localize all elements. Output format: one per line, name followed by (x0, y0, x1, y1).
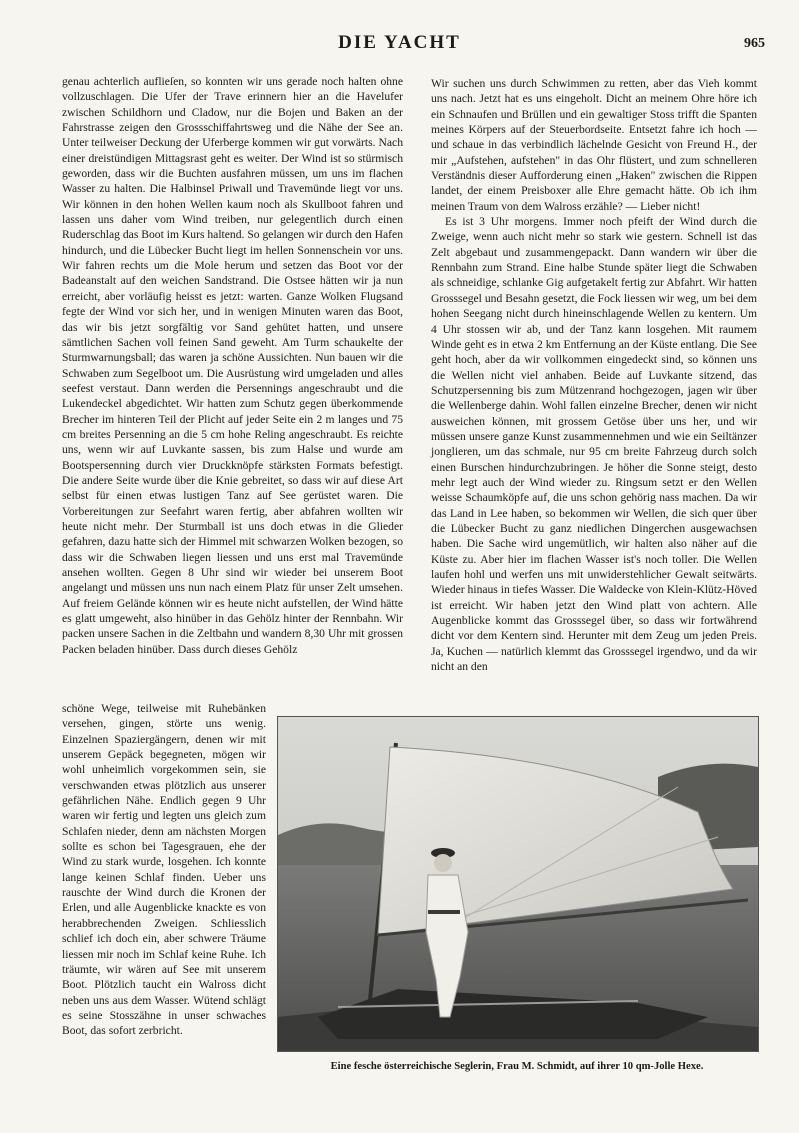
journal-title: DIE YACHT (338, 32, 461, 53)
sailboat-photo (277, 716, 759, 1052)
sailboat-photo-image (278, 717, 758, 1051)
figure-caption: Eine fesche österreichische Seglerin, Frau M. Schmidt, auf ihrer 10 qm-Jolle Hexe. (330, 1061, 704, 1072)
paragraph: schöne Wege, teilweise mit Ruhebänken versehen, gingen, störte uns wenig. Einzelnen Spaziergängern, denen wir mit unserem Gepäck begegneten, mögen wir wohl unheimlich vorgekommen sein, sie verschwanden etwas plötzlich aus unserer gefährlichen Nähe. Endlich gegen 9 Uhr waren wir fertig und legten uns gleich zum Schlafen nieder, denn am nächsten Morgen sollte es schon bei Tagesgrauen, ehe der Wind zu stark wurde, losgehen. Ich konnte lange keinen Schlaf finden. Ueber uns rauschte der Wind durch die Kronen der Erlen, und alle Augenblicke knackte es von herabbrechenden Zweigen. Schliesslich schlief ich doch ein, aber schwere Träume liessen mir noch im Schlaf keine Ruhe. Ich träumte, wir wären auf See mit unserem Boot. Plötzlich taucht ein Walross dicht neben uns aus dem Wasser. Wütend schlägt es seine Stosszähne in unser schwaches Boot, das sofort zerbricht. (62, 702, 266, 1038)
left-column-top (62, 74, 403, 657)
paragraph: Es ist 3 Uhr morgens. Immer noch pfeift der Wind durch die Zweige, wenn auch nicht mehr so stark wie gestern. Schnell ist das Zelt abgebaut und zusammengepackt. Dann wandern wir über die Rennbahn zum Strand. Eine halbe Stunde später liegt die Schwaben als schneidige, schlanke Gig aufgetakelt fertig zur Abfahrt. Wir hatten Grosssegel und Besahn gesetzt, die Fock liessen wir weg, um bei dem hohen Seegang nicht durch hineinschlagende Wellen zu kentern. Um 4 Uhr stossen wir ab, und der Tanz kann losgehen. Mit raumem Winde geht es in etwa 2 km Entfernung an der Küste entlang. Die See geht hoch, aber da wir vollkommen eingedeckt sind, so können uns die Wellen nicht viel anhaben. Beide auf Luvkante sitzend, das Schutzpersenning bis zum Mützenrand hochgezogen, jagen wir über die Wellenberge dahin. Wohl fallen einzelne Brecher, denen wir nicht ausweichen können, mit grossem Getöse über uns her, und wir müssen unsere ganze Kunst zusammennehmen und wie ein Seiltänzer jonglieren, um das schmale, nur 95 cm breite Fahrzeug durch solch einen Burschen hindurchzubringen. Je höher die Sonne steigt, desto mehr legt auch der Wind wieder zu. Ringsum setzt er den Wellen weisse Schaumköpfe auf, die uns schon gehörig nass machen. Da wir das Land in Lee haben, so bekommen wir Wellen, die sich quer über die Lübecker Bucht zu ganz niedlichen Dingerchen ausgewachsen haben. Die Sache wird ungemütlich, wir halten also näher auf die Küste zu. Aber hier im flachen Wasser ist's noch toller. Die Wellen laufen hohl und werfen uns mit unwiderstehlicher Gewalt seitwärts. Wieder hinaus in tiefes Wasser. Die Waldecke von Klein-Klütz-Höved ist erreicht. Wir haben jetzt den Wind platt von achtern. Alle Augenblicke kommt das Grosssegel über, so dass wir fortwährend dicht vor dem Kentern sind. Herunter mit dem Zeug um jeden Preis. Ja, Kuchen — natürlich klemmt das Grosssegel irgendwo, und da wir nicht an den (431, 215, 757, 674)
paragraph: genau achterlich auflieſen, so konnten wir uns gerade noch halten ohne vollzuschlagen. Die Ufer der Trave erinnern hier an die Havelufer zwischen Schildhorn und Cladow, nur die Bojen und Baken an der Fahrstrasse zeigen den Grossschiffahrtsweg und die Nähe der See an. Unter teilweiser Deckung der Uferberge kommen wir gut vorwärts. Nach einer dreistündigen Mittagsrast geht es weiter. Der Wind ist so stürmisch geworden, dass wir die Buchten ausfahren müssen, um uns im flachen Wasser zu halten. Die Halbinsel Priwall und Travemünde liegt vor uns. Wir können in den hohen Wellen kaum noch als Skullboot fahren und lassen uns daher vom Wind treiben, nur gelegentlich durch einen Ruderschlag das Boot im Kurs haltend. So gelangen wir durch den Hafen hindurch, und die Lübecker Bucht liegt im hellen Sonnenschein vor uns. Wir fahren rechts um die Mole herum und setzen das Boot vor der Badeanstalt auf den weichen Sandstrand. Die Ostsee hätten wir ja nun erreicht, aber vorläufig heisst es jetzt: warten. Ganze Wolken Flugsand fegte der Wind vor sich her, und in wenigen Minuten waren das Boot, das wir bis jetzt sorgfältig vor Sand gehütet hatten, und unsere sämtlichen Sachen voll feinen Sand geweht. Am Turm schaukelte der Sturmwarnungsball; das waren ja schöne Aussichten. Nun bauen wir die Schwaben zum Segelboot um. Die Ausrüstung wird umgeladen und alles seefest verstaut. Dann werden die Persennings angeschraubt und die Lukendeckel abgedichtet. Wir hatten zum Schutz gegen überkommende Brecher im hinteren Teil der Plicht auf jeder Seite ein 2 m langes und 75 cm breites Persenning an die 5 cm hohe Reling angeschraubt. Es reichte uns, wenn wir auf Luvkante sassen, bis zum Halse und wurde am Bootspersenning durch vier Druckknöpfe stärksten Formats befestigt. Die andere Seite wurde über die Knie gebreitet, so dass wir auf diese Art selbst für einen etwas lustigen Tanz auf See gerüstet waren. Die Vorbereitungen zur Seefahrt waren fertig, aber abfahren wollten wir heute nicht mehr. Der Sturmball ist uns doch etwas in die Glieder gefahren, dazu hatte sich der Himmel mit schwarzen Wolken bezogen, so dass wir die Schwaben liegen liessen und uns erst mal Travemünde ansehen wollten. Gegen 8 Uhr sind wir wieder bei unserem Boot angelangt und müssen uns nun nach einem Platz für unser Zelt umsehen. Auf freiem Gelände können wir es heute nicht aufstellen, der Wind hätte es glatt umgeweht, also hinüber in das Gehölz hinter der Rennbahn. Wir packen unsere Sachen in die Zeltbahn und wandern 8,30 Uhr mit grossen Packen beladen hinüber. Dass durch dieses Gehölz (62, 75, 403, 656)
page-number: 965 (744, 36, 765, 51)
paragraph: Wir suchen uns durch Schwimmen zu retten, aber das Vieh kommt uns nach. Jetzt hat es uns eingeholt. Dicht an meinem Ohre höre ich ein Schnaufen und Brüllen und ein gewaltiger Stoss trifft die Spanten meines Körpers auf der Steuerbordseite. Entsetzt fahre ich hoch — und schaue in das verbindlich lächelnde Gesicht von Freund H., der mir „Aufstehen, aufstehen" in das Ohr flüstert, und zum schnelleren Verständnis dieser Aufforderung einen „Haken" zwischen die Rippen landet, der einem Preisboxer alle Ehre gemacht hätte. Ob ich ihm meinen Traum von dem Walross erzähle? — Lieber nicht! (431, 77, 757, 213)
right-column (431, 76, 757, 674)
left-column-bottom (62, 701, 266, 1039)
